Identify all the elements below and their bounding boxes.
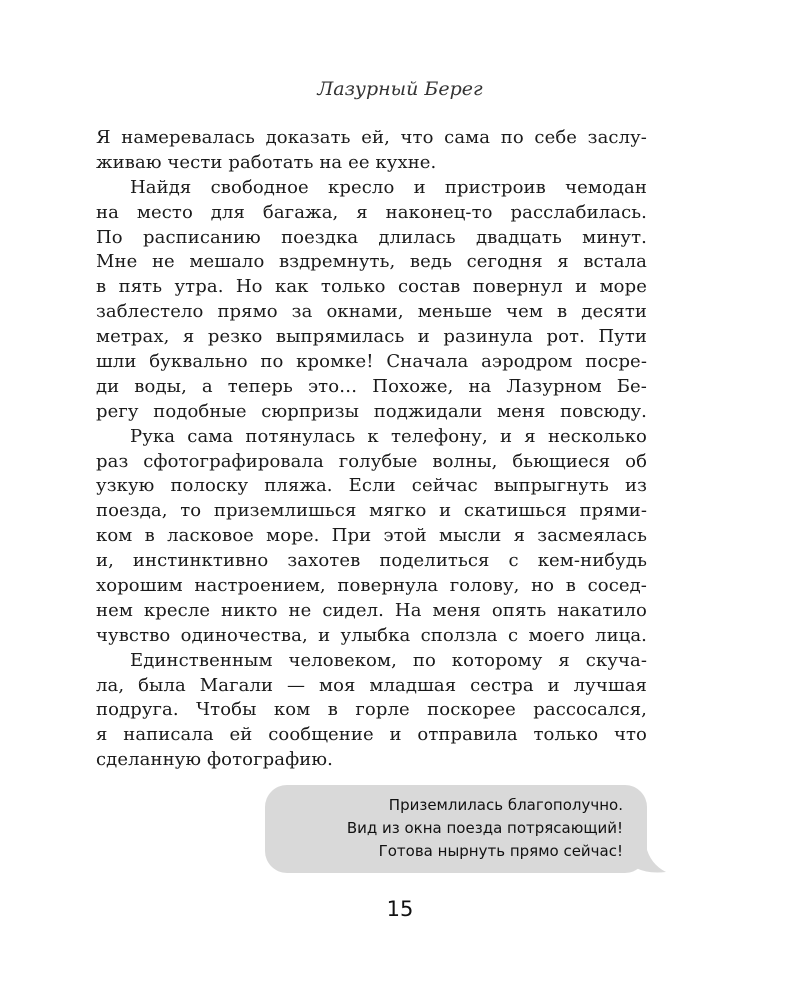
text-line: хорошим настроением, повернула голову, но в сосед- xyxy=(96,575,647,597)
text-line: нем кресле никто не сидел. На меня опять накатило xyxy=(96,599,647,621)
text-line: ла, была Магали — моя младшая сестра и лучшая xyxy=(96,674,647,696)
text-line: подруга. Чтобы ком в горле поскорее рассосался, xyxy=(96,699,647,721)
message-text xyxy=(347,794,623,863)
running-head: Лазурный Берег xyxy=(317,78,483,100)
text-line: заблестело прямо за окнами, меньше чем в десяти xyxy=(96,301,647,323)
message-line: Вид из окна поезда потрясающий! xyxy=(346,819,623,837)
message-line: Приземлилась благополучно. xyxy=(388,796,623,814)
text-line: ком в ласковое море. При этой мысли я засмеялась xyxy=(96,525,647,547)
text-line: узкую полоску пляжа. Если сейчас выпрыгнуть из xyxy=(96,475,647,497)
text-line: регу подобные сюрпризы поджидали меня повсюду. xyxy=(96,400,647,422)
text-line: сделанную фотографию. xyxy=(96,749,333,771)
text-line: и, инстинктивно захотев поделиться с кем-нибудь xyxy=(96,550,647,572)
text-line: чувство одиночества, и улыбка сползла с моего лица. xyxy=(96,624,647,646)
text-line: По расписанию поездка длилась двадцать минут. xyxy=(96,226,647,248)
message-line: Готова нырнуть прямо сейчас! xyxy=(378,842,623,860)
text-line: раз сфотографировала голубые волны, бьющиеся об xyxy=(96,450,647,472)
text-line: Единственным человеком, по которому я скуча- xyxy=(130,649,647,671)
text-line: Я намеревалась доказать ей, что сама по себе заслу- xyxy=(96,127,647,148)
text-line: Найдя свободное кресло и пристроив чемодан xyxy=(130,176,647,198)
message-bubble xyxy=(265,785,647,873)
text-line: Рука сама потянулась к телефону, и я несколько xyxy=(130,425,647,447)
text-line: поезда, то приземлишься мягко и скатишься прями- xyxy=(96,500,647,522)
text-line: живаю чести работать на ее кухне. xyxy=(96,151,437,173)
text-line: Мне не мешало вздремнуть, ведь сегодня я встала xyxy=(96,251,647,273)
text-line: шли буквально по кромке! Сначала аэродром посре- xyxy=(96,351,647,373)
page-number: 15 xyxy=(386,897,414,921)
message-bubble-tail xyxy=(636,846,666,876)
text-line: ди воды, а теперь это… Похоже, на Лазурном Бе- xyxy=(96,375,647,397)
text-line: метрах, я резко выпрямилась и разинула рот. Пути xyxy=(96,326,647,348)
text-line: на место для багажа, я наконец-то расслабилась. xyxy=(96,201,647,223)
text-line: я написала ей сообщение и отправила только что xyxy=(96,724,647,746)
text-line: в пять утра. Но как только состав повернул и море xyxy=(96,276,647,298)
body-text xyxy=(96,126,647,773)
